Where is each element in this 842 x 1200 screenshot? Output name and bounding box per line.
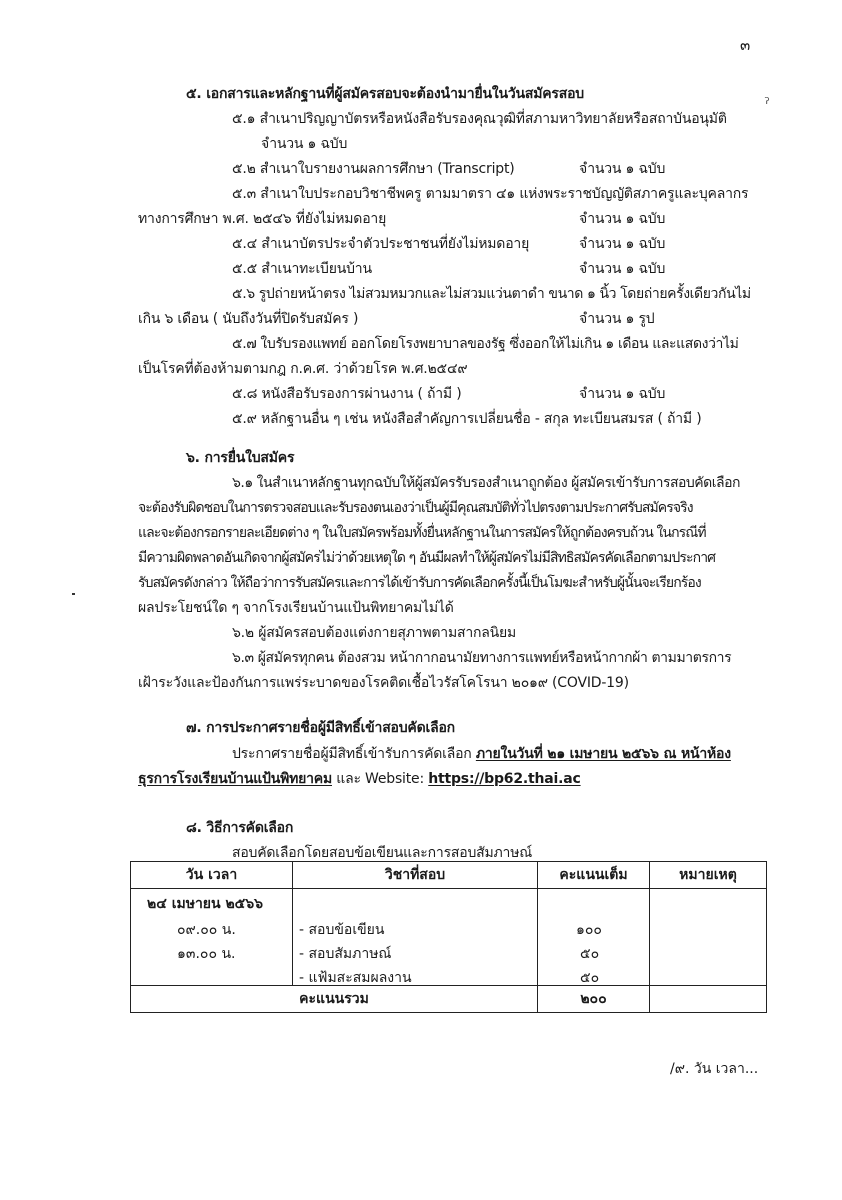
- score-written: ๑๐๐: [576, 922, 602, 938]
- scan-mark: ˀ: [764, 94, 770, 113]
- selection-intro: สอบคัดเลือกโดยสอบข้อเขียนและการสอบสัมภาษณ์: [232, 845, 533, 861]
- score-interview: ๕๐: [580, 946, 600, 962]
- table-row: [131, 889, 767, 986]
- item-6-1-line3: และจะต้องกรอกรายละเอียดต่าง ๆ ในใบสมัครพร้อมทั้งยื่นหลักฐานในการสมัครให้ถูกต้องครบถ้วน ในกรณีที่: [138, 525, 706, 541]
- exam-schedule-table: [130, 861, 767, 1013]
- section-8-heading: ๘. วิธีการคัดเลือก: [186, 820, 294, 836]
- item-5-3-line2: ทางการศึกษา พ.ศ. ๒๕๔๖ ที่ยังไม่หมดอายุ: [138, 211, 387, 227]
- header-date-time: วัน เวลา: [131, 862, 293, 889]
- header-remark: หมายเหตุ: [650, 862, 767, 889]
- scan-speck: [72, 593, 75, 595]
- item-6-3-line1: ๖.๓ ผู้สมัครทุกคน ต้องสวม หน้ากากอนามัยทางการแพทย์หรือหน้ากากผ้า ตามมาตรการ: [232, 650, 732, 666]
- section-6-heading: ๖. การยื่นใบสมัคร: [186, 450, 295, 466]
- exam-time-afternoon: ๑๓.๐๐ น.: [177, 946, 236, 962]
- item-5-6-line2: เกิน ๖ เดือน ( นับถึงวันที่ปิดรับสมัคร ): [138, 311, 359, 327]
- item-5-5-count: จำนวน ๑ ฉบับ: [579, 261, 666, 277]
- subject-portfolio: - แฟ้มสะสมผลงาน: [299, 970, 412, 986]
- item-6-3-line2: เฝ้าระวังและป้องกันการแพร่ระบาดของโรคติดเชื้อไวรัสโคโรนา ๒๐๑๙ (COVID-19): [138, 675, 629, 691]
- score-portfolio: ๕๐: [580, 970, 600, 986]
- exam-date: ๒๔ เมษายน ๒๕๖๖: [147, 896, 264, 912]
- subject-written: - สอบข้อเขียน: [299, 922, 385, 938]
- remark-cell: [650, 889, 767, 986]
- total-score: ๒๐๐: [538, 986, 650, 1013]
- item-5-4-count: จำนวน ๑ ฉบับ: [579, 236, 666, 252]
- continuation-note: /๙. วัน เวลา...: [670, 1061, 759, 1077]
- item-6-1-line4: มีความผิดพลาดอันเกิดจากผู้สมัครไม่ว่าด้วยเหตุใด ๆ อันมีผลทำให้ผู้สมัครไม่มีสิทธิสมัครคัดเลือกตามประกาศ: [138, 550, 716, 566]
- item-5-1-line1: ๕.๑ สำเนาปริญญาบัตรหรือหนังสือรับรองคุณวุฒิที่สภามหาวิทยาลัยหรือสถาบันอนุมัติ: [232, 111, 727, 127]
- item-5-6-line1: ๕.๖ รูปถ่ายหน้าตรง ไม่สวมหมวกและไม่สวมแว่นตาดำ ขนาด ๑ นิ้ว โดยถ่ายครั้งเดียวกันไม่: [232, 286, 751, 302]
- item-5-3-line1: ๕.๓ สำเนาใบประกอบวิชาชีพครู ตามมาตรา ๔๑ แห่งพระราชบัญญัติสภาครูและบุคลากร: [232, 186, 749, 202]
- item-5-3-count: จำนวน ๑ ฉบับ: [579, 211, 666, 227]
- website-label: และ Website:: [336, 771, 424, 787]
- announce-place: ธุรการโรงเรียนบ้านแป้นพิทยาคม: [138, 771, 332, 787]
- item-5-8-count: จำนวน ๑ ฉบับ: [579, 386, 666, 402]
- item-5-2: ๕.๒ สำเนาใบรายงานผลการศึกษา (Transcript): [232, 161, 515, 177]
- announce-text: ประกาศรายชื่อผู้มีสิทธิ์เข้ารับการคัดเลือก: [232, 746, 472, 762]
- total-remark: [650, 986, 767, 1013]
- item-6-1-line5: รับสมัครดังกล่าว ให้ถือว่าการรับสมัครและการได้เข้ารับการคัดเลือกครั้งนี้เป็นโมฆะสำหรับผู้นั้นจะเรียกร้อง: [138, 575, 701, 591]
- item-5-2-count: จำนวน ๑ ฉบับ: [579, 161, 666, 177]
- announce-line1: [232, 747, 731, 761]
- item-5-4: ๕.๔ สำเนาบัตรประจำตัวประชาชนที่ยังไม่หมดอายุ: [232, 236, 530, 252]
- item-6-1-line2: จะต้องรับผิดชอบในการตรวจสอบและรับรองตนเองว่าเป็นผู้มีคุณสมบัติทั่วไปตรงตามประกาศรับสมัครจริง: [138, 500, 693, 516]
- item-5-5: ๕.๕ สำเนาทะเบียนบ้าน: [232, 261, 372, 277]
- section-5-heading: ๕. เอกสารและหลักฐานที่ผู้สมัครสอบจะต้องนำมายื่นในวันสมัครสอบ: [186, 86, 584, 102]
- date-time-cell: [131, 889, 293, 986]
- item-5-8: ๕.๘ หนังสือรับรองการผ่านงาน ( ถ้ามี ): [232, 386, 462, 402]
- item-5-7-line2: เป็นโรคที่ต้องห้ามตามกฎ ก.ค.ศ. ว่าด้วยโรค พ.ศ.๒๕๔๙: [138, 361, 468, 377]
- item-5-9: ๕.๙ หลักฐานอื่น ๆ เช่น หนังสือสำคัญการเปลี่ยนชื่อ - สกุล ทะเบียนสมรส ( ถ้ามี ): [232, 411, 702, 427]
- table-total-row: [131, 986, 767, 1013]
- table-header-row: [131, 862, 767, 889]
- exam-time-morning: ๐๙.๐๐ น.: [177, 922, 236, 938]
- announce-date: ภายในวันที่ ๒๑ เมษายน ๒๕๖๖ ณ หน้าห้อง: [475, 746, 731, 762]
- item-5-7-line1: ๕.๗ ใบรับรองแพทย์ ออกโดยโรงพยาบาลของรัฐ ซึ่งออกให้ไม่เกิน ๑ เดือน และแสดงว่าไม่: [232, 336, 739, 352]
- subject-cell: [293, 889, 538, 986]
- item-6-1-line1: ๖.๑ ในสำเนาหลักฐานทุกฉบับให้ผู้สมัครรับรองสำเนาถูกต้อง ผู้สมัครเข้ารับการสอบคัดเลือก: [232, 475, 741, 491]
- item-5-6-count: จำนวน ๑ รูป: [579, 311, 655, 327]
- subject-interview: - สอบสัมภาษณ์: [299, 946, 392, 962]
- header-full-score: คะแนนเต็ม: [538, 862, 650, 889]
- header-subject: วิชาที่สอบ: [293, 862, 538, 889]
- score-cell: [538, 889, 650, 986]
- page-number: ๓: [740, 36, 751, 54]
- total-label: คะแนนรวม: [131, 986, 538, 1013]
- item-6-1-line6: ผลประโยชน์ใด ๆ จากโรงเรียนบ้านแป้นพิทยาคมไม่ได้: [138, 600, 454, 616]
- item-5-1-line2: จำนวน ๑ ฉบับ: [261, 136, 348, 152]
- item-6-2: ๖.๒ ผู้สมัครสอบต้องแต่งกายสุภาพตามสากลนิยม: [232, 625, 517, 641]
- website-link[interactable]: https://bp62.thai.ac: [428, 771, 581, 787]
- announce-line2: [138, 772, 581, 786]
- section-7-heading: ๗. การประกาศรายชื่อผู้มีสิทธิ์เข้าสอบคัดเลือก: [186, 720, 455, 736]
